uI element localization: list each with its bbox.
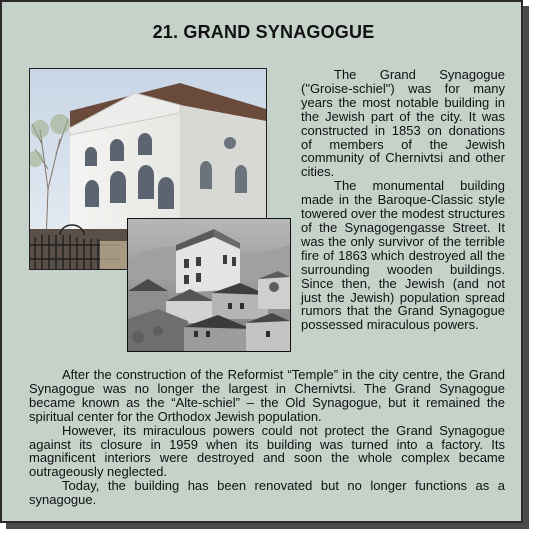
paragraph-intro: The Grand Synagogue ("Groise-schiel") was for many years the most notable building in the Jewish part of the city. It was constructed in 1853 on donations of members of the Jewish community of Chernivtsi and other cities. <box>301 67 505 180</box>
page-title: 21. GRAND SYNAGOGUE <box>152 22 375 42</box>
paragraph-closure: However, its miraculous powers could not protect the Grand Synagogue against its closure in 1959 when its building was turned into a factory. Its magnificent interiors were destroyed and soon the whole complex became outrageously neglected. <box>29 422 505 480</box>
historic-city-photo <box>127 218 291 352</box>
historic-city-illustration <box>128 219 290 351</box>
paragraph-fire: The monumental building made in the Baroque-Classic style towered over the modest structures of the Synagogengasse Street. It was the only survivor of the terrible fire of 1863 which destroyed all the surrounding wooden buildings. Since then, the Jewish (and not just the Jewish) population spread rumors that the Grand Synagogue possessed miraculous powers. <box>301 178 505 333</box>
bottom-text-block <box>29 368 505 507</box>
right-text-column <box>301 68 505 332</box>
paragraph-old-synagogue: After the construction of the Reformist “Temple” in the city centre, the Grand Synagogue was no longer the largest in Chernivtsi. The Grand Synagogue became known as the “Alte-schiel” – the Old Synagogue, but it remained the spiritual center for the Orthodox Jewish population. <box>29 367 505 424</box>
paragraph-today: Today, the building has been renovated but no longer functions as a synagogue. <box>29 478 505 508</box>
